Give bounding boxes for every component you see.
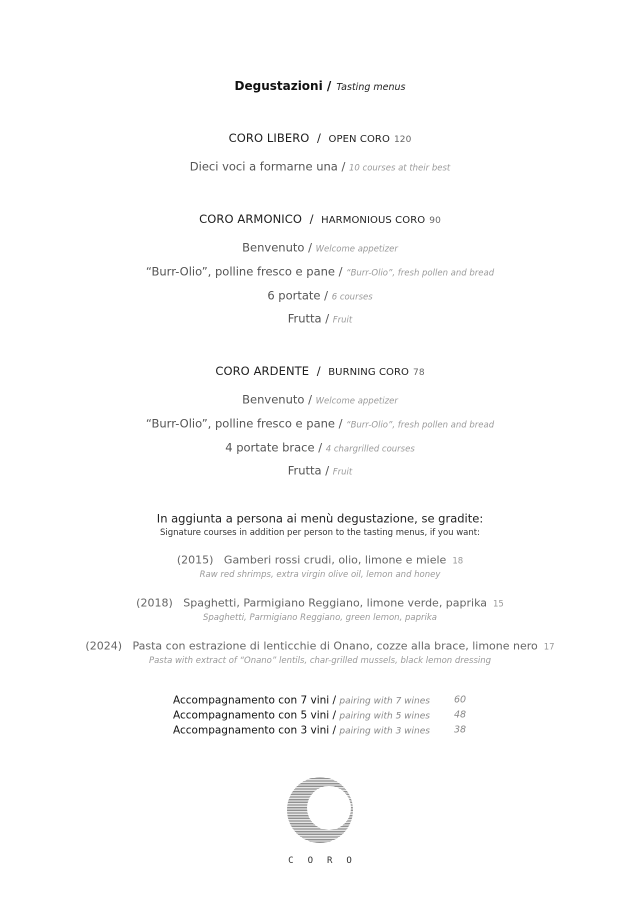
menu-heading-coro-libero: CORO LIBERO / OPEN CORO 120 bbox=[228, 131, 412, 145]
menu-item: Frutta / Fruit bbox=[287, 311, 353, 326]
coro-logo-icon bbox=[285, 775, 355, 845]
menu-item: Benvenuto / Welcome appetizer bbox=[242, 240, 398, 255]
menu-item: Benvenuto / Welcome appetizer bbox=[242, 392, 398, 407]
wine-pairing: Accompagnamento con 5 vini / pairing with 5 wines 48 bbox=[173, 709, 467, 722]
signature-dish: (2018) Spaghetti, Parmigiano Reggiano, limone verde, paprika 15 bbox=[136, 596, 504, 610]
menu-heading-coro-ardente: CORO ARDENTE / BURNING CORO 78 bbox=[215, 364, 425, 378]
signature-dish: (2015) Gamberi rossi crudi, olio, limone e miele 18 bbox=[176, 553, 464, 567]
menu-item: Dieci voci a formarne una / 10 courses at their best bbox=[189, 159, 451, 174]
menu-item: Frutta / Fruit bbox=[287, 463, 353, 478]
signature-heading: In aggiunta a persona ai menù degustazione, se gradite: bbox=[156, 511, 484, 526]
menu-item: 4 portate brace / 4 chargrilled courses bbox=[225, 440, 415, 455]
signature-dish: (2024) Pasta con estrazione di lenticchie di Onano, cozze alla brace, limone nero 17 bbox=[85, 639, 555, 653]
signature-dish-english: Pasta with extract of “Onano” lentils, char-grilled mussels, black lemon dressing bbox=[148, 655, 492, 666]
page-title: Degustazioni / Tasting menus bbox=[234, 79, 406, 93]
signature-subheading: Signature courses in addition per person to the tasting menus, if you want: bbox=[160, 527, 480, 538]
menu-heading-coro-armonico: CORO ARMONICO / HARMONIOUS CORO 90 bbox=[199, 212, 441, 226]
menu-item: “Burr-Olio”, polline fresco e pane / “Burr-Olio”, fresh pollen and bread bbox=[145, 416, 495, 431]
signature-dish-english: Raw red shrimps, extra virgin olive oil, lemon and honey bbox=[199, 569, 441, 580]
menu-item: 6 portate / 6 courses bbox=[267, 288, 373, 303]
brand-wordmark: CORO bbox=[288, 856, 366, 866]
menu-item: “Burr-Olio”, polline fresco e pane / “Burr-Olio”, fresh pollen and bread bbox=[145, 264, 495, 279]
wine-pairing: Accompagnamento con 3 vini / pairing with 3 wines 38 bbox=[173, 724, 467, 737]
signature-dish-english: Spaghetti, Parmigiano Reggiano, green lemon, paprika bbox=[203, 612, 437, 623]
wine-pairing: Accompagnamento con 7 vini / pairing with 7 wines 60 bbox=[173, 694, 467, 707]
